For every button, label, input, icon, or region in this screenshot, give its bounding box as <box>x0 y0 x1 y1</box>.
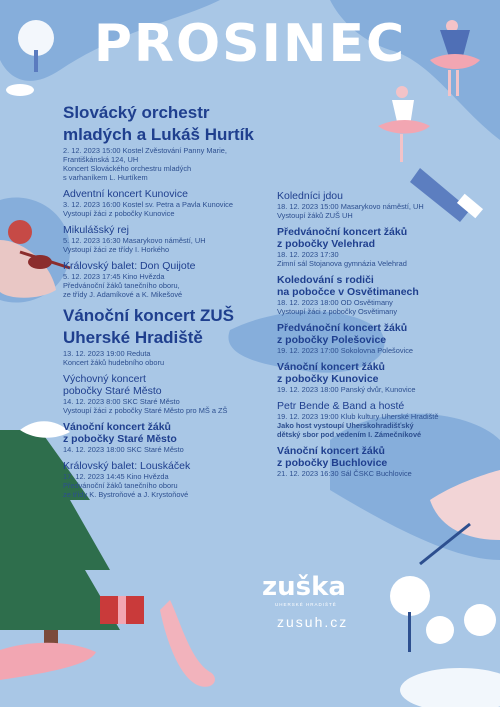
event-item <box>277 274 477 286</box>
event-item <box>277 238 477 268</box>
event-title: Uherské Hradiště <box>63 328 203 347</box>
event-detail: 2. 12. 2023 15:00 Kostel Zvěstování Panny Marie, <box>63 146 227 155</box>
event-title: Adventní koncert Kunovice <box>63 188 188 200</box>
event-item <box>63 433 283 454</box>
event-item <box>277 226 477 238</box>
event-detail-bold: Jako host vystoupí Uherskohradišťský <box>277 421 414 430</box>
event-detail: Vystoupí žáci ze třídy I. Horkého <box>63 245 170 254</box>
event-title: z pobočky Buchlovice <box>277 457 388 469</box>
event-item <box>63 460 283 499</box>
event-item <box>63 385 283 415</box>
event-detail: 19. 12. 2023 18:00 Panský dvůr, Kunovice <box>277 385 416 394</box>
brand-subtitle: UHERSKÉ HRADIŠTĚ <box>275 602 337 607</box>
event-detail: 14. 12. 2023 18:00 SKC Staré Město <box>63 445 184 454</box>
skater-icon <box>378 86 430 162</box>
event-detail: Předvánoční žáků tanečního oboru, <box>63 281 180 290</box>
event-detail: Vystoupí žáků ZUŠ UH <box>277 211 353 220</box>
event-item <box>277 322 477 334</box>
event-title: mladých a Lukáš Hurtík <box>63 125 254 144</box>
event-title: na pobočce v Osvětimanech <box>277 286 419 298</box>
event-title: Předvánoční koncert žáků <box>277 322 408 334</box>
event-title: Výchovný koncert <box>63 373 146 385</box>
event-title: Mikulášský rej <box>63 224 129 236</box>
event-item <box>63 373 283 385</box>
event-item <box>277 334 477 355</box>
event-item <box>277 286 477 316</box>
event-title: Koledníci jdou <box>277 190 343 202</box>
event-detail: Koncert žáků hudebního oboru <box>63 358 165 367</box>
event-detail: 13. 12. 2023 19:00 Reduta <box>63 349 151 358</box>
event-title: pobočky Staré Město <box>63 385 162 397</box>
event-detail: Vystoupí žáci z pobočky Staré Město pro MŠ a ZŠ <box>63 406 228 415</box>
event-detail: 14. 12. 2023 8:00 SKC Staré Město <box>63 397 180 406</box>
left-column <box>63 102 283 505</box>
event-detail: Koncert Slováckého orchestru mladých <box>63 164 192 173</box>
event-detail: 18. 12. 2023 15:00 Masarykovo náměstí, UH <box>277 202 424 211</box>
event-title: Vánoční koncert ZUŠ <box>63 306 234 325</box>
event-item <box>277 457 477 478</box>
event-item <box>63 188 283 218</box>
event-item <box>277 445 477 457</box>
event-title: Petr Bende & Band a hosté <box>277 400 405 412</box>
event-detail: ze třídy J. Adamíkové a K. Mikešové <box>63 290 183 299</box>
event-detail: Vystoupí žáci z pobočky Kunovice <box>63 209 175 218</box>
event-title: Vánoční koncert žáků <box>63 421 171 433</box>
event-detail: 19. 12. 2023 19:00 Klub kultury Uherské Hradiště <box>277 412 439 421</box>
event-title: z pobočky Kunovice <box>277 373 379 385</box>
event-item <box>277 361 477 373</box>
event-detail: 5. 12. 2023 16:30 Masarykovo náměstí, UH <box>63 236 206 245</box>
event-item <box>63 305 283 327</box>
right-column <box>277 190 477 484</box>
event-detail: 18. 12. 2023 18:00 OD Osvětimany <box>277 298 393 307</box>
event-item <box>277 400 477 439</box>
snow-drift <box>400 668 500 707</box>
event-item <box>63 327 283 367</box>
event-detail: 5. 12. 2023 17:45 Kino Hvězda <box>63 272 165 281</box>
event-detail: 21. 12. 2023 16:30 Sál ČSKC Buchlovice <box>277 469 412 478</box>
event-title: Vánoční koncert žáků <box>277 361 385 373</box>
event-title: z pobočky Velehrad <box>277 238 376 250</box>
event-detail: 18. 12. 2023 17:30 <box>277 250 339 259</box>
event-detail: Zimní sál Stojanova gymnázia Velehrad <box>277 259 407 268</box>
event-title: Vánoční koncert žáků <box>277 445 385 457</box>
event-detail: 3. 12. 2023 16:00 Kostel sv. Petra a Pavla Kunovice <box>63 200 233 209</box>
snow-drift <box>6 84 34 96</box>
event-detail: 17. 12. 2023 14:45 Kino Hvězda <box>63 472 169 481</box>
event-detail: Předvánoční žáků tanečního oboru <box>63 481 178 490</box>
event-title: Předvánoční koncert žáků <box>277 226 408 238</box>
event-title: Slovácký orchestr <box>63 103 210 122</box>
event-item <box>277 190 477 220</box>
event-detail: s varhaníkem L. Hurtíkem <box>63 173 148 182</box>
snowy-tree-icon <box>390 576 496 652</box>
event-item <box>63 260 283 299</box>
event-detail: Vystoupí žáci z pobočky Osvětimany <box>277 307 398 316</box>
event-item <box>277 373 477 394</box>
event-item <box>63 102 283 124</box>
saxophone-icon <box>160 600 215 687</box>
event-item <box>63 224 283 254</box>
hand-icon <box>0 643 96 680</box>
event-title: Královský balet: Don Quijote <box>63 260 196 272</box>
event-title: Koledování s rodiči <box>277 274 374 286</box>
page-title: PROSINEC <box>93 14 407 74</box>
website-link[interactable]: zusuh.cz <box>277 614 349 630</box>
event-title: Královský balet: Louskáček <box>63 460 191 472</box>
event-title: z pobočky Staré Město <box>63 433 177 445</box>
present-icon <box>100 596 144 624</box>
event-item <box>63 124 283 182</box>
brand-logo: zuška <box>262 572 346 602</box>
event-detail: ze třídy K. Bystroňové a J. Krystoňové <box>63 490 189 499</box>
event-item <box>63 421 283 433</box>
event-detail: Františkánská 124, UH <box>63 155 139 164</box>
event-detail: 19. 12. 2023 17:00 Sokolovna Polešovice <box>277 346 414 355</box>
event-detail-bold: dětský sbor pod vedením I. Zámečníkové <box>277 430 422 439</box>
event-title: z pobočky Polešovice <box>277 334 387 346</box>
